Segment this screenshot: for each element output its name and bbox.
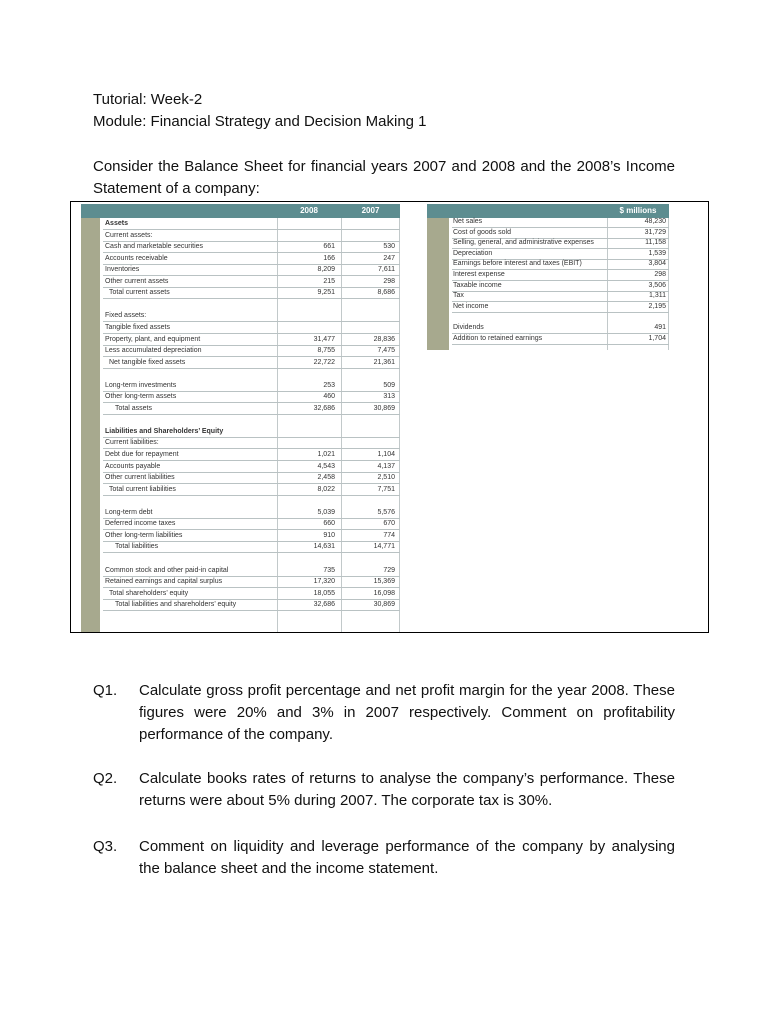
- value-2008: 1,021: [317, 451, 335, 458]
- column-header-millions: $ millions: [619, 206, 657, 215]
- module-title: Module: Financial Strategy and Decision Making 1: [93, 113, 427, 130]
- question-number: Q2.: [93, 770, 118, 787]
- table-row: [452, 239, 669, 249]
- row-label: Property, plant, and equipment: [105, 335, 201, 343]
- value-2008: 661: [323, 243, 335, 251]
- table-row: [103, 265, 400, 276]
- value-2007: 15,369: [373, 578, 395, 586]
- table-row: [103, 519, 400, 530]
- value-2007: 7,751: [377, 485, 395, 493]
- row-value: 298: [654, 271, 666, 278]
- value-2008: 8,209: [317, 266, 335, 274]
- row-value: 1,539: [648, 249, 666, 257]
- table-row: [103, 589, 400, 600]
- row-label: Tangible fixed assets: [105, 323, 170, 331]
- row-label: Depreciation: [453, 249, 493, 257]
- row-label: Total liabilities: [115, 543, 159, 551]
- value-2007: 7,611: [378, 266, 395, 274]
- column-header-2008: 2008: [300, 206, 318, 215]
- row-label: Net sales: [453, 218, 483, 225]
- value-2007: 670: [383, 520, 395, 528]
- question-1: [93, 680, 675, 746]
- value-2007: 7,475: [377, 347, 395, 355]
- value-2008: 9,251: [317, 289, 335, 297]
- table-row: [452, 218, 669, 228]
- row-label: Other current liabilities: [105, 474, 175, 482]
- table-row: [103, 358, 400, 369]
- row-label: Interest expense: [453, 271, 505, 278]
- row-label: Inventories: [105, 266, 140, 274]
- value-2008: 4,543: [317, 462, 335, 470]
- value-2007: 247: [383, 254, 395, 262]
- row-label: Dividends: [453, 324, 484, 331]
- table-row: [103, 381, 400, 392]
- row-label: Long-term debt: [105, 508, 153, 516]
- table-row: [103, 462, 400, 473]
- tutorial-title: Tutorial: Week-2: [93, 91, 203, 108]
- table-row: [452, 260, 669, 270]
- row-label: Fixed assets:: [105, 312, 147, 320]
- value-2007: 1,104: [377, 451, 395, 458]
- row-value: 1,704: [648, 334, 666, 342]
- row-label: Tax: [453, 292, 464, 300]
- table-row: [103, 427, 400, 438]
- table-row: [103, 566, 400, 577]
- question-text: Comment on liquidity and leverage performance of the company by analysing the balance sheet and the income statement.: [139, 838, 675, 877]
- row-label: Cost of goods sold: [453, 228, 511, 236]
- value-2007: 774: [383, 531, 395, 539]
- row-value: 1,311: [649, 292, 666, 300]
- row-label: Deferred income taxes: [105, 520, 176, 528]
- balance-sheet-side-band: [81, 218, 100, 632]
- question-number: Q3.: [93, 838, 118, 855]
- value-2008: 32,686: [313, 404, 335, 412]
- table-row: [103, 531, 400, 542]
- row-value: 3,506: [648, 281, 666, 289]
- value-2007: 30,869: [373, 601, 395, 609]
- table-row: [103, 392, 400, 403]
- row-label: Current liabilities:: [105, 439, 159, 447]
- table-row: [452, 292, 669, 302]
- value-2007: 530: [383, 243, 395, 251]
- value-2007: 2,510: [377, 474, 395, 482]
- table-row: [452, 250, 669, 260]
- value-2008: 460: [323, 393, 335, 401]
- table-row: [103, 231, 400, 242]
- row-value: 31,729: [644, 228, 666, 236]
- question-3: [93, 836, 675, 880]
- table-row: [103, 542, 400, 553]
- spacer-row: [103, 300, 400, 310]
- row-label: Other long-term liabilities: [105, 531, 183, 539]
- value-2008: 14,631: [313, 543, 335, 551]
- table-row: [452, 303, 669, 313]
- row-label: Current assets:: [105, 231, 153, 239]
- value-2008: 22,722: [313, 358, 335, 366]
- value-2007: 4,137: [377, 462, 395, 470]
- question-text: Calculate gross profit percentage and net profit margin for the year 2008. These figures were 20% and 3% in 2007 respectively. Comment on profitability performance of the company.: [139, 682, 675, 743]
- row-label: Assets: [105, 220, 128, 227]
- value-2008: 215: [323, 277, 335, 285]
- row-label: Long-term investments: [105, 381, 177, 389]
- value-2008: 660: [323, 520, 335, 528]
- row-label: Addition to retained earnings: [453, 334, 543, 342]
- table-row: [103, 450, 400, 461]
- income-statement-side-band: [427, 218, 449, 350]
- value-2007: 28,836: [373, 335, 395, 343]
- row-value: 48,230: [644, 218, 666, 225]
- value-2007: 729: [383, 566, 395, 574]
- table-row: [103, 346, 400, 357]
- balance-sheet-table: [81, 204, 400, 632]
- table-row: [103, 600, 400, 611]
- row-label: Total assets: [115, 404, 152, 412]
- spacer-row: [103, 554, 400, 564]
- row-label: Selling, general, and administrative expenses: [453, 239, 594, 247]
- table-row: [103, 335, 400, 346]
- value-2008: 910: [323, 531, 335, 539]
- value-2008: 735: [323, 566, 335, 574]
- table-row: [103, 242, 400, 253]
- value-2008: 17,320: [313, 578, 335, 586]
- question-2: [93, 768, 675, 812]
- value-2007: 14,771: [373, 543, 395, 551]
- row-value: 3,804: [648, 260, 666, 268]
- row-label: Total shareholders’ equity: [109, 589, 189, 597]
- question-text: Calculate books rates of returns to analyse the company’s performance. These returns were about 5% during 2007. The corporate tax is 30%.: [139, 770, 675, 809]
- table-row: [452, 324, 669, 334]
- row-label: Accounts payable: [105, 462, 161, 470]
- row-label: Retained earnings and capital surplus: [105, 578, 223, 586]
- table-row: [452, 282, 669, 292]
- column-header-2007: 2007: [361, 206, 380, 215]
- table-row: [452, 271, 669, 281]
- row-label: Liabilities and Shareholders’ Equity: [105, 427, 224, 435]
- value-2008: 8,022: [317, 485, 335, 493]
- row-label: Net tangible fixed assets: [109, 358, 186, 366]
- table-row: [103, 508, 400, 519]
- row-label: Taxable income: [453, 281, 502, 289]
- row-label: Net income: [453, 302, 489, 310]
- value-2007: 5,576: [377, 508, 395, 516]
- table-row: [103, 577, 400, 588]
- table-row: [103, 323, 400, 334]
- value-2008: 31,477: [313, 335, 335, 343]
- value-2007: 313: [383, 393, 395, 401]
- value-2008: 18,055: [313, 589, 335, 597]
- value-2007: 21,361: [373, 358, 395, 366]
- row-label: Accounts receivable: [105, 254, 168, 262]
- table-row: [103, 277, 400, 288]
- row-label: Debt due for repayment: [105, 451, 179, 458]
- table-row: [452, 229, 669, 239]
- value-2008: 32,686: [313, 601, 335, 609]
- value-2007: 30,869: [373, 404, 395, 412]
- spacer-row: [103, 369, 400, 379]
- row-label: Less accumulated depreciation: [105, 347, 202, 355]
- spacer-row: [103, 496, 400, 506]
- row-value: 491: [654, 324, 666, 331]
- value-2008: 8,755: [317, 347, 335, 355]
- value-2007: 16,098: [373, 589, 395, 597]
- value-2007: 298: [383, 277, 395, 285]
- row-value: 2,195: [648, 302, 666, 310]
- value-2008: 253: [323, 381, 335, 389]
- row-label: Other current assets: [105, 277, 169, 285]
- table-row: [103, 473, 400, 484]
- value-2008: 2,458: [317, 474, 335, 482]
- row-label: Other long-term assets: [105, 393, 177, 401]
- value-2008: 166: [323, 254, 335, 262]
- row-label: Total current liabilities: [109, 485, 176, 493]
- table-row: [452, 335, 669, 345]
- income-statement-table: [427, 204, 669, 350]
- row-label: Earnings before interest and taxes (EBIT): [453, 260, 582, 268]
- table-row: [103, 288, 400, 299]
- value-2008: 5,039: [317, 508, 335, 516]
- table-row: [103, 311, 400, 322]
- row-label: Cash and marketable securities: [105, 243, 204, 251]
- question-number: Q1.: [93, 682, 118, 699]
- table-row: [103, 404, 400, 415]
- table-row: [103, 254, 400, 265]
- table-row: [103, 438, 400, 449]
- intro-paragraph: Consider the Balance Sheet for financial years 2007 and 2008 and the 2008’s Income Statement of a company:: [93, 158, 675, 197]
- spacer-row: [103, 415, 400, 425]
- table-row: [103, 219, 400, 230]
- value-2007: 8,686: [377, 289, 395, 297]
- row-label: Total liabilities and shareholders’ equity: [115, 601, 237, 609]
- row-label: Common stock and other paid-in capital: [105, 566, 229, 574]
- value-2007: 509: [383, 381, 395, 389]
- row-label: Total current assets: [109, 289, 170, 297]
- table-row: [103, 485, 400, 496]
- spacer-row: [452, 313, 669, 322]
- row-value: 11,158: [645, 239, 666, 247]
